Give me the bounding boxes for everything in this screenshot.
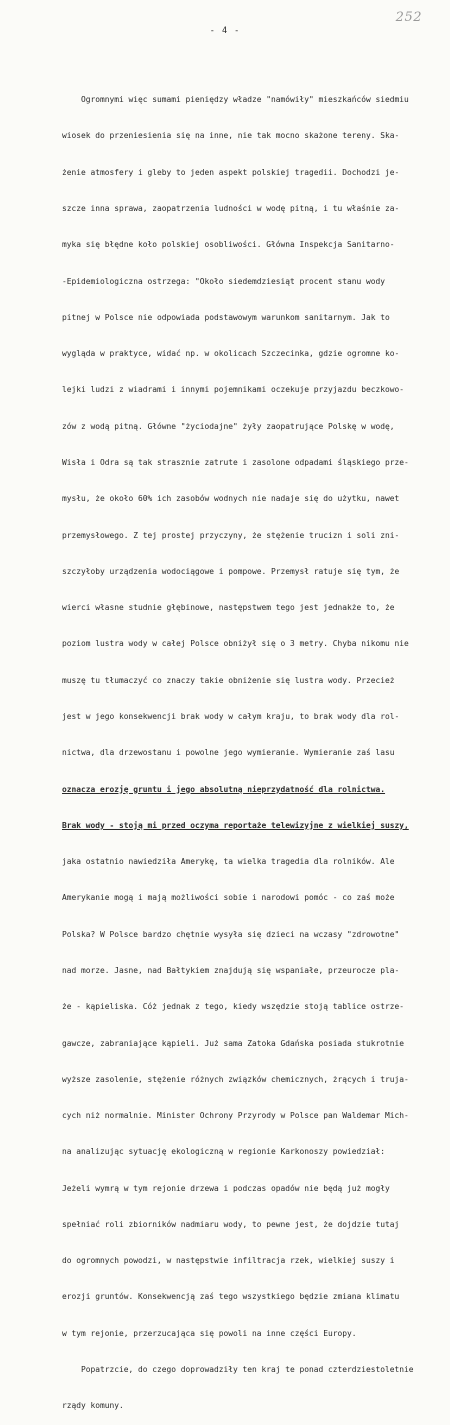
underlined-line: Brak wody - stoją mi przed oczyma reportaże telewizyjne z wielkiej suszy, bbox=[62, 820, 409, 830]
text-line: jest w jego konsekwencji brak wody w całym kraju, to brak wody dla rol- bbox=[62, 711, 400, 721]
text-line: że - kąpieliska. Cóż jednak z tego, kiedy wszędzie stoją tablice ostrze- bbox=[62, 1002, 405, 1012]
text-line: myka się błędne koło polskiej osobliwości. Główna Inspekcja Sanitarno- bbox=[62, 240, 395, 250]
text-line: przemysłowego. Z tej prostej przyczyny, że stężenie trucizn i soli zni- bbox=[62, 530, 400, 540]
text-line: cych niż normalnie. Minister Ochrony Przyrody w Polsce pan Waldemar Mich- bbox=[62, 1111, 409, 1121]
text-line: Amerykanie mogą i mają możliwości sobie i narodowi pomóc - co zaś może bbox=[62, 893, 395, 903]
text-line: Ogromnymi więc sumami pieniędzy władze "namówiły" mieszkańców siedmiu bbox=[62, 95, 409, 105]
text-line: Polska? W Polsce bardzo chętnie wysyła się dzieci na wczasy "zdrowotne" bbox=[62, 929, 400, 939]
text-line: szczyłoby urządzenia wodociągowe i pompowe. Przemysł ratuje się tym, że bbox=[62, 566, 400, 576]
text-line: wygląda w praktyce, widać np. w okolicach Szczecinka, gdzie ogromne ko- bbox=[62, 349, 400, 359]
text-line: zów z wodą pitną. Główne "życiodajne" żyły zaopatrujące Polskę w wodę, bbox=[62, 421, 395, 431]
text-line: poziom lustra wody w całej Polsce obniżył się o 3 metry. Chyba nikomu nie bbox=[62, 639, 409, 649]
text-line: do ogromnych powodzi, w następstwie infiltracja rzek, wielkiej suszy i bbox=[62, 1256, 395, 1266]
text-line: w tym rejonie, przerzucająca się powoli na inne części Europy. bbox=[62, 1328, 357, 1338]
text-line: rządy komuny. bbox=[62, 1401, 124, 1411]
text-line: wiosek do przeniesienia się na inne, nie tak mocno skażone tereny. Ska- bbox=[62, 131, 400, 141]
text-line: muszę tu tłumaczyć co znaczy takie obniżenie się lustra wody. Przecież bbox=[62, 675, 395, 685]
text-line: wyższe zasolenie, stężenie różnych związków chemicznych, żrących i truja- bbox=[62, 1074, 409, 1084]
text-line: żenie atmosfery i gleby to jeden aspekt polskiej tragedii. Dochodzi je- bbox=[62, 167, 400, 177]
text-line: lejki ludzi z wiadrami i innymi pojemnikami oczekuje przyjazdu beczkowo- bbox=[62, 385, 405, 395]
text-line: erozji gruntów. Konsekwencją zaś tego wszystkiego będzie zmiana klimatu bbox=[62, 1292, 400, 1302]
text-line: -Epidemiologiczna ostrzega: "Około siedemdziesiąt procent stanu wody bbox=[62, 276, 386, 286]
text-line: Wisła i Odra są tak strasznie zatrute i zasolone odpadami śląskiego prze- bbox=[62, 458, 409, 467]
text-line: jaka ostatnio nawiedziła Amerykę, ta wielka tragedia dla rolników. Ale bbox=[62, 857, 395, 867]
text-line: na analizując sytuację ekologiczną w regionie Karkonoszy powiedział: bbox=[62, 1147, 386, 1157]
underlined-line: oznacza erozję gruntu i jego absolutną nieprzydatność dla rolnictwa. bbox=[62, 784, 386, 794]
text-line: spełniać roli zbiorników nadmiaru wody, to pewne jest, że dojdzie tutaj bbox=[62, 1219, 400, 1229]
text-line: wierci własne studnie głębinowe, następstwem tego jest jednakże to, że bbox=[62, 603, 395, 613]
text-line: nad morze. Jasne, nad Bałtykiem znajdują się wspaniałe, przeurocze pla- bbox=[62, 965, 400, 975]
text-line: Popatrzcie, do czego doprowadziły ten kraj te ponad czterdziestoletnie bbox=[62, 1365, 414, 1375]
document-body bbox=[62, 70, 442, 1425]
handwritten-page-number: 252 bbox=[395, 10, 422, 25]
text-line: Jeżeli wymrą w tym rejonie drzewa i podczas opadów nie będą już mogły bbox=[62, 1183, 390, 1193]
page-number: - 4 - bbox=[209, 26, 241, 36]
text-line: gawcze, zabraniające kąpieli. Już sama Zatoka Gdańska posiada stukrotnie bbox=[62, 1038, 405, 1048]
text-line: pitnej w Polsce nie odpowiada podstawowym warunkom sanitarnym. Jak to bbox=[62, 312, 390, 322]
text-line: nictwa, dla drzewostanu i powolne jego wymieranie. Wymieranie zaś lasu bbox=[62, 748, 395, 758]
text-line: szcze inna sprawa, zaopatrzenia ludności w wodę pitną, i tu właśnie za- bbox=[62, 204, 400, 214]
text-line: mysłu, że około 60% ich zasobów wodnych nie nadaje się do użytku, nawet bbox=[62, 494, 400, 504]
